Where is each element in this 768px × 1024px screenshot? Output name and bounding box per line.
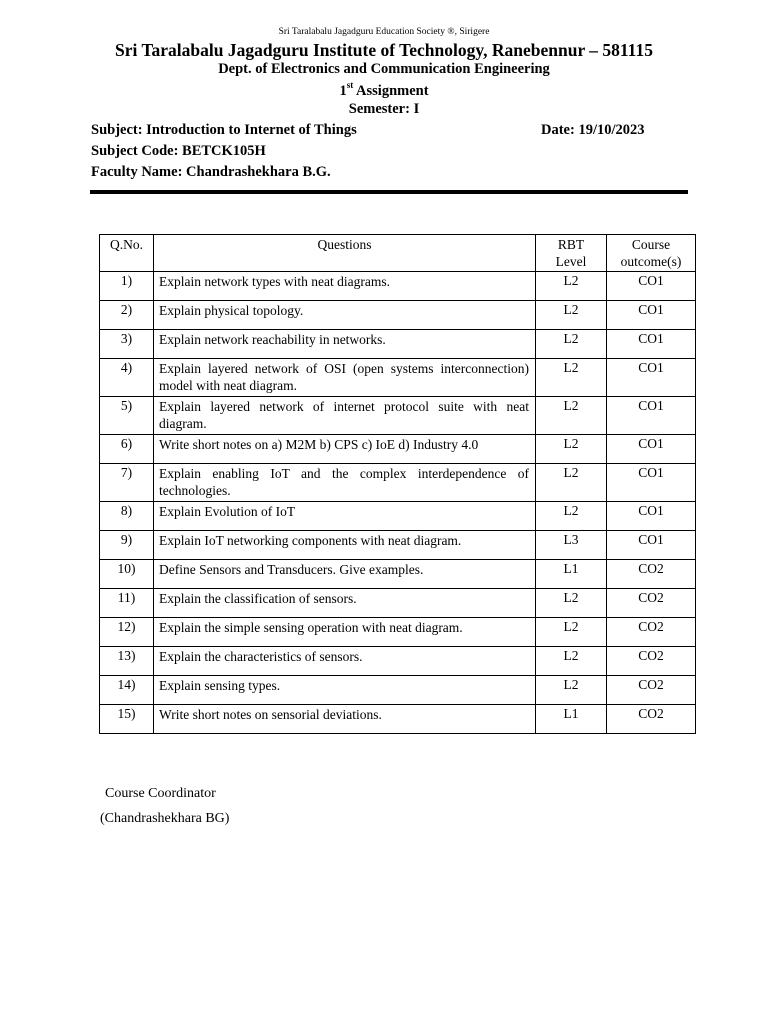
question-number: 15)	[100, 705, 154, 734]
course-outcome: CO1	[607, 464, 696, 502]
course-outcome: CO2	[607, 589, 696, 618]
question-text: Explain IoT networking components with neat diagram.	[154, 531, 536, 560]
rbt-level: L1	[536, 705, 607, 734]
table-row	[100, 397, 696, 435]
question-number: 7)	[100, 464, 154, 502]
question-number: 8)	[100, 502, 154, 531]
subject-code: Subject Code: BETCK105H	[91, 143, 266, 159]
table-row	[100, 330, 696, 359]
society-line: Sri Taralabalu Jagadguru Education Society ®, Sirigere	[278, 27, 490, 37]
header-course-outcome	[607, 235, 696, 272]
header-rbt-line2: Level	[555, 254, 587, 269]
table-row	[100, 272, 696, 301]
course-outcome: CO2	[607, 618, 696, 647]
rbt-level: L3	[536, 531, 607, 560]
department-name: Dept. of Electronics and Communication Engineering	[218, 61, 550, 77]
question-number: 10)	[100, 560, 154, 589]
table-row	[100, 531, 696, 560]
question-number: 1)	[100, 272, 154, 301]
rbt-level: L2	[536, 464, 607, 502]
rbt-level: L2	[536, 502, 607, 531]
table-row	[100, 359, 696, 397]
table-row	[100, 676, 696, 705]
table-row	[100, 301, 696, 330]
table-row	[100, 502, 696, 531]
course-outcome: CO1	[607, 301, 696, 330]
semester: Semester: I	[348, 101, 420, 117]
rbt-level: L1	[536, 560, 607, 589]
rbt-level: L2	[536, 397, 607, 435]
question-text: Explain sensing types.	[154, 676, 536, 705]
course-outcome: CO1	[607, 359, 696, 397]
question-text: Write short notes on a) M2M b) CPS c) IoE d) Industry 4.0	[154, 435, 536, 464]
question-text: Explain enabling IoT and the complex interdependence of technologies.	[154, 464, 536, 502]
question-number: 3)	[100, 330, 154, 359]
question-number: 13)	[100, 647, 154, 676]
rbt-level: L2	[536, 301, 607, 330]
question-text: Explain layered network of OSI (open systems interconnection) model with neat diagram.	[154, 359, 536, 397]
question-text: Explain Evolution of IoT	[154, 502, 536, 531]
header-co-line2: outcome(s)	[620, 254, 682, 269]
table-row	[100, 464, 696, 502]
rbt-level: L2	[536, 618, 607, 647]
course-outcome: CO1	[607, 272, 696, 301]
question-text: Explain network types with neat diagrams.	[154, 272, 536, 301]
course-outcome: CO1	[607, 397, 696, 435]
assignment-title	[0, 81, 768, 100]
question-number: 4)	[100, 359, 154, 397]
question-number: 11)	[100, 589, 154, 618]
assignment-ordinal-suffix: st	[346, 80, 354, 90]
header-rbt-level	[536, 235, 607, 272]
table-header-row	[100, 235, 696, 272]
course-outcome: CO2	[607, 705, 696, 734]
question-text: Explain the characteristics of sensors.	[154, 647, 536, 676]
rbt-level: L2	[536, 647, 607, 676]
course-outcome: CO2	[607, 647, 696, 676]
table-row	[100, 589, 696, 618]
table-row	[100, 647, 696, 676]
header-co-line1: Course	[631, 237, 671, 252]
question-text: Explain the simple sensing operation with neat diagram.	[154, 618, 536, 647]
institute-name: Sri Taralabalu Jagadguru Institute of Technology, Ranebennur – 581115	[115, 40, 653, 60]
rbt-level: L2	[536, 272, 607, 301]
coordinator-role: Course Coordinator	[105, 786, 216, 801]
table-row	[100, 560, 696, 589]
question-text: Explain physical topology.	[154, 301, 536, 330]
course-outcome: CO2	[607, 676, 696, 705]
rbt-level: L2	[536, 330, 607, 359]
question-text: Explain layered network of internet protocol suite with neat diagram.	[154, 397, 536, 435]
question-number: 5)	[100, 397, 154, 435]
questions-table	[99, 234, 696, 734]
question-number: 9)	[100, 531, 154, 560]
question-number: 14)	[100, 676, 154, 705]
coordinator-name: (Chandrashekhara BG)	[100, 811, 230, 826]
assignment-number: 1	[339, 82, 347, 99]
rbt-level: L2	[536, 435, 607, 464]
date: Date: 19/10/2023	[541, 122, 645, 138]
header-qno: Q.No.	[100, 235, 154, 272]
header-rbt-line1: RBT	[557, 237, 585, 252]
table-row	[100, 705, 696, 734]
faculty-name: Faculty Name: Chandrashekhara B.G.	[91, 164, 331, 180]
header-questions: Questions	[154, 235, 536, 272]
question-number: 6)	[100, 435, 154, 464]
question-text: Define Sensors and Transducers. Give examples.	[154, 560, 536, 589]
course-outcome: CO1	[607, 435, 696, 464]
rbt-level: L2	[536, 359, 607, 397]
course-outcome: CO2	[607, 560, 696, 589]
question-text: Explain the classification of sensors.	[154, 589, 536, 618]
question-number: 2)	[100, 301, 154, 330]
table-row	[100, 435, 696, 464]
course-outcome: CO1	[607, 502, 696, 531]
course-outcome: CO1	[607, 330, 696, 359]
header-divider	[90, 190, 688, 194]
table-row	[100, 618, 696, 647]
rbt-level: L2	[536, 676, 607, 705]
question-text: Write short notes on sensorial deviations.	[154, 705, 536, 734]
rbt-level: L2	[536, 589, 607, 618]
course-outcome: CO1	[607, 531, 696, 560]
subject: Subject: Introduction to Internet of Things	[91, 122, 357, 138]
question-number: 12)	[100, 618, 154, 647]
assignment-label: Assignment	[353, 82, 429, 99]
question-text: Explain network reachability in networks.	[154, 330, 536, 359]
